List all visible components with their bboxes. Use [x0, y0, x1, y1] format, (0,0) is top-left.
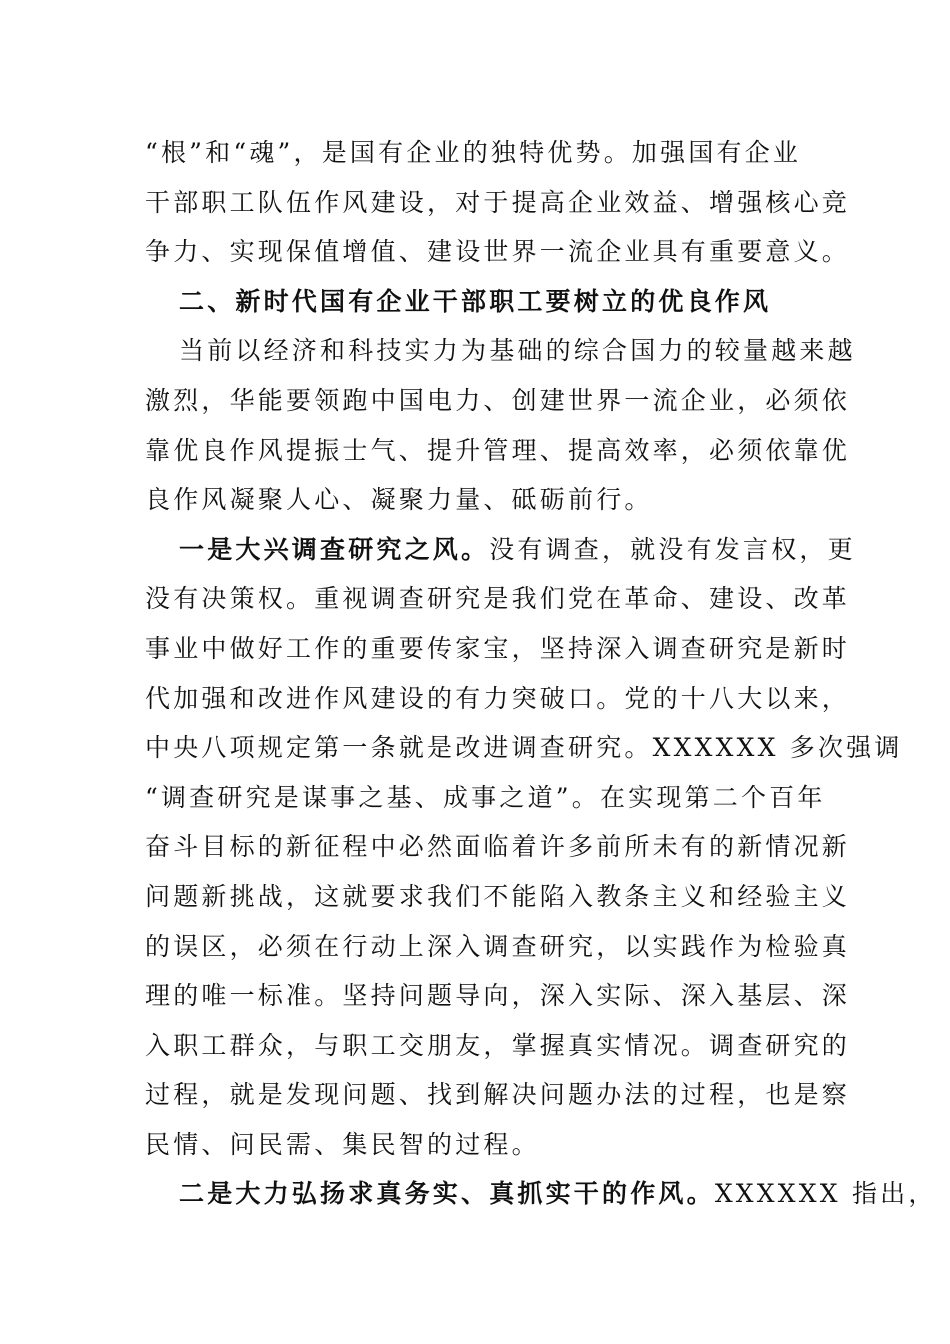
paragraph-line: 激烈，华能要领跑中国电力、创建世界一流企业，必须依: [145, 385, 851, 415]
paragraph-line: 问题新挑战，这就要求我们不能陷入教条主义和经验主义: [145, 881, 851, 911]
paragraph-text: 没有调查，就没有发言权，更: [489, 534, 856, 564]
paragraph-line: 靠优良作风提振士气、提升管理、提高效率，必须依靠优: [145, 435, 851, 465]
paragraph-text: XXXXXX 指出，: [714, 1179, 937, 1209]
paragraph-line: 代加强和改进作风建设的有力突破口。党的十八大以来，: [145, 683, 851, 713]
paragraph-line: 没有决策权。重视调查研究是我们党在革命、建设、改革: [145, 584, 851, 614]
paragraph-line: 事业中做好工作的重要传家宝，坚持深入调查研究是新时: [145, 633, 851, 663]
paragraph-line: “根”和“魂”，是国有企业的独特优势。加强国有企业: [145, 138, 802, 167]
paragraph-line: 的误区，必须在行动上深入调查研究，以实践作为检验真: [145, 931, 851, 961]
paragraph-line: 中央八项规定第一条就是改进调查研究。XXXXXX 多次强调: [145, 733, 903, 763]
paragraph-line: 良作风凝聚人心、凝聚力量、砥砺前行。: [145, 485, 653, 515]
paragraph-line: “调查研究是谋事之基、成事之道”。在实现第二个百年: [145, 782, 826, 812]
section-heading: 二、新时代国有企业干部职工要树立的优良作风: [179, 286, 772, 316]
paragraph-lead-bold: 一是大兴调查研究之风。: [179, 534, 490, 564]
paragraph-line: 争力、实现保值增值、建设世界一流企业具有重要意义。: [145, 237, 851, 267]
document-body: [145, 128, 937, 1219]
paragraph-line: 奋斗目标的新征程中必然面临着许多前所未有的新情况新: [145, 832, 851, 862]
paragraph-line: 入职工群众，与职工交朋友，掌握真实情况。调查研究的: [145, 1030, 851, 1060]
paragraph-line: 过程，就是发现问题、找到解决问题办法的过程，也是察: [145, 1080, 851, 1110]
paragraph-first-line: [145, 1169, 937, 1219]
paragraph-line: 民情、问民需、集民智的过程。: [145, 1129, 540, 1159]
paragraph-first-line: [145, 525, 856, 575]
paragraph-line: 当前以经济和科技实力为基础的综合国力的较量越来越: [179, 336, 856, 366]
paragraph-line: 理的唯一标准。坚持问题导向，深入实际、深入基层、深: [145, 981, 851, 1011]
paragraph-line: 干部职工队伍作风建设，对于提高企业效益、增强核心竞: [145, 187, 851, 217]
paragraph-lead-bold: 二是大力弘扬求真务实、真抓实干的作风。: [179, 1179, 715, 1209]
